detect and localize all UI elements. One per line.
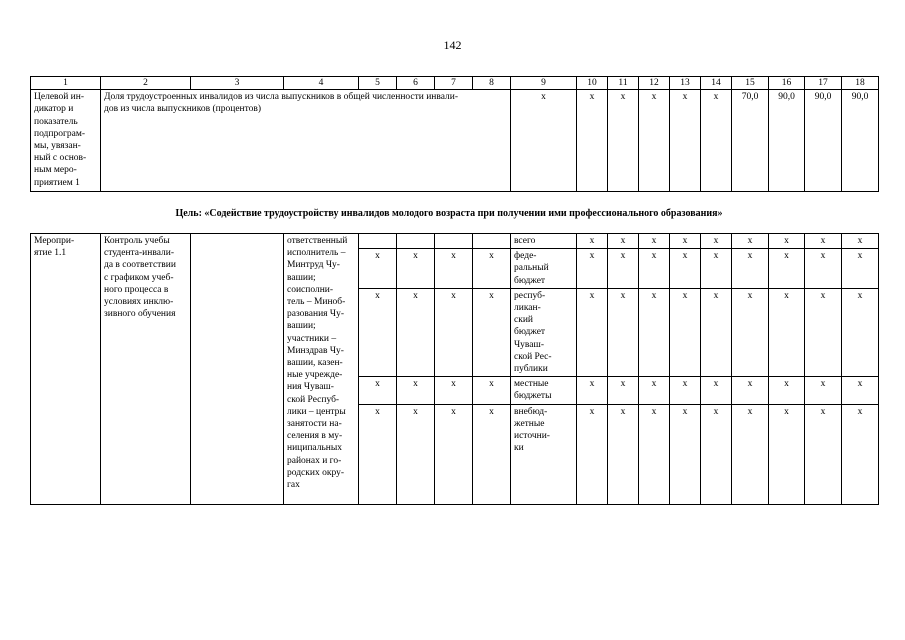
column-number: 12 [639, 77, 670, 90]
indicator-label: Целевой ин- дикатор и показатель подпрограм- мы, увязан- ный с основ- ным меро- приятием 1 [31, 90, 101, 192]
indicator-value: 90,0 [842, 90, 879, 192]
column-number: 3 [191, 77, 284, 90]
funding-mid-cell: x [359, 288, 397, 376]
funding-value: x [769, 377, 805, 404]
funding-value: x [732, 377, 769, 404]
funding-value: x [805, 377, 842, 404]
funding-mid-cell: x [435, 377, 473, 404]
column-number: 13 [670, 77, 701, 90]
funding-mid-cell: x [397, 404, 435, 504]
funding-mid-cell: x [397, 377, 435, 404]
funding-value: x [769, 404, 805, 504]
page-number: 142 [443, 38, 462, 52]
funding-value: x [608, 249, 639, 289]
column-number: 11 [608, 77, 639, 90]
column-number: 9 [511, 77, 577, 90]
funding-value: x [670, 288, 701, 376]
event-table [30, 233, 879, 505]
funding-value: x [670, 249, 701, 289]
column-number: 8 [473, 77, 511, 90]
column-number: 5 [359, 77, 397, 90]
funding-value: x [639, 404, 670, 504]
column-number: 2 [101, 77, 191, 90]
funding-mid-cell: x [435, 288, 473, 376]
funding-mid-cell: x [359, 404, 397, 504]
indicator-table [30, 76, 879, 192]
funding-value: x [842, 234, 879, 249]
column-number: 7 [435, 77, 473, 90]
funding-value: x [805, 404, 842, 504]
indicator-description: Доля трудоустроенных инвалидов из числа выпускников в общей численности инвали- дов из числа выпускников (процентов) [101, 90, 511, 192]
funding-value: x [639, 377, 670, 404]
funding-value: x [701, 377, 732, 404]
funding-value: x [732, 288, 769, 376]
indicator-value: x [701, 90, 732, 192]
column-number: 1 [31, 77, 101, 90]
funding-value: x [842, 377, 879, 404]
indicator-value: 90,0 [769, 90, 805, 192]
event-executors: ответственный исполнитель – Минтруд Чу- вашии; соисполни- тель – Миноб- разования Чу- вашии; участники – Минздрав Чу- вашии, казен- ные учрежде- ния Чуваш- ской Респуб- лики – центры занятости на- селения в му- ниципальных районах и го- родских окру- гах [284, 234, 359, 505]
funding-mid-cell: x [473, 404, 511, 504]
funding-value: x [608, 234, 639, 249]
column-number: 15 [732, 77, 769, 90]
funding-mid-cell: x [435, 404, 473, 504]
indicator-value: 70,0 [732, 90, 769, 192]
funding-value: x [577, 249, 608, 289]
funding-value: x [577, 234, 608, 249]
funding-value: x [769, 234, 805, 249]
funding-value: x [639, 249, 670, 289]
indicator-value: x [639, 90, 670, 192]
funding-mid-cell: x [359, 249, 397, 289]
funding-mid-cell: x [435, 249, 473, 289]
indicator-value: x [670, 90, 701, 192]
indicator-row [31, 90, 879, 192]
column-number: 14 [701, 77, 732, 90]
column-number: 18 [842, 77, 879, 90]
column-number: 17 [805, 77, 842, 90]
column-number: 6 [397, 77, 435, 90]
funding-value: x [701, 404, 732, 504]
funding-mid-cell [397, 234, 435, 249]
funding-value: x [805, 234, 842, 249]
funding-source: респуб- ликан- ский бюджет Чуваш- ской Рес- публики [511, 288, 577, 376]
funding-mid-cell [473, 234, 511, 249]
funding-value: x [608, 377, 639, 404]
funding-value: x [670, 404, 701, 504]
funding-value: x [608, 288, 639, 376]
funding-mid-cell: x [473, 377, 511, 404]
funding-value: x [639, 288, 670, 376]
funding-mid-cell: x [473, 288, 511, 376]
funding-value: x [842, 249, 879, 289]
funding-source: местные бюджеты [511, 377, 577, 404]
column-number: 4 [284, 77, 359, 90]
funding-value: x [577, 404, 608, 504]
column-number-row [31, 77, 879, 90]
funding-mid-cell [435, 234, 473, 249]
funding-value: x [639, 234, 670, 249]
funding-value: x [732, 234, 769, 249]
column-number: 10 [577, 77, 608, 90]
funding-value: x [608, 404, 639, 504]
funding-value: x [670, 377, 701, 404]
funding-value: x [805, 249, 842, 289]
empty-cell [191, 234, 284, 505]
funding-value: x [701, 249, 732, 289]
indicator-value: x [577, 90, 608, 192]
indicator-value: x [608, 90, 639, 192]
indicator-value: x [511, 90, 577, 192]
funding-source: феде- ральный бюджет [511, 249, 577, 289]
funding-mid-cell [359, 234, 397, 249]
funding-value: x [769, 288, 805, 376]
column-number: 16 [769, 77, 805, 90]
funding-value: x [842, 288, 879, 376]
funding-value: x [732, 249, 769, 289]
funding-mid-cell: x [473, 249, 511, 289]
indicator-value: 90,0 [805, 90, 842, 192]
funding-value: x [842, 404, 879, 504]
funding-value: x [577, 377, 608, 404]
funding-value: x [670, 234, 701, 249]
event-description: Контроль учебы студента-инвали- да в соответствии с графиком учеб- ного процесса в условиях инклю- зивного обучения [101, 234, 191, 505]
funding-value: x [577, 288, 608, 376]
funding-mid-cell: x [397, 288, 435, 376]
funding-value: x [769, 249, 805, 289]
goal-title: Цель: «Содействие трудоустройству инвалидов молодого возраста при получении ими профессионального образования» [175, 208, 723, 219]
funding-source: всего [511, 234, 577, 249]
funding-source: внебюд- жетные источни- ки [511, 404, 577, 504]
funding-value: x [805, 288, 842, 376]
event-name: Меропри- ятие 1.1 [31, 234, 101, 505]
funding-value: x [732, 404, 769, 504]
funding-mid-cell: x [359, 377, 397, 404]
funding-value: x [701, 288, 732, 376]
funding-value: x [701, 234, 732, 249]
funding-row-total [31, 234, 879, 249]
funding-mid-cell: x [397, 249, 435, 289]
